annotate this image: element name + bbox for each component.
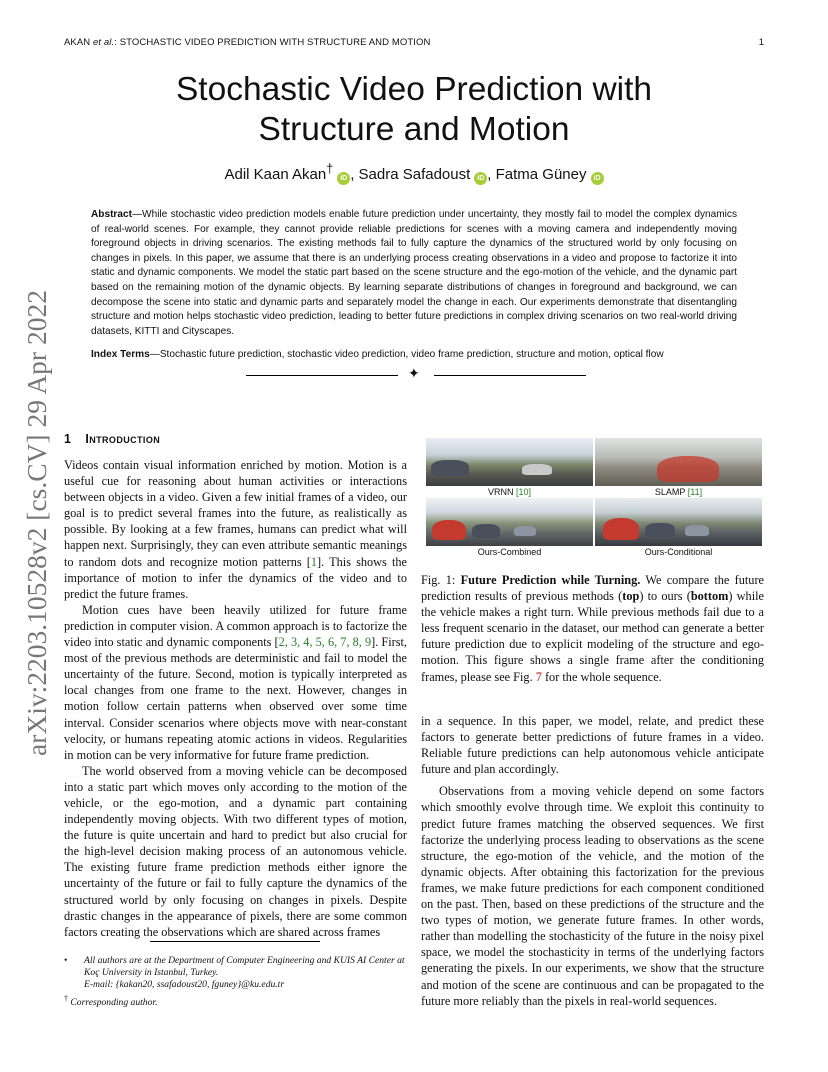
right-column xyxy=(421,713,764,1009)
paragraph: Observations from a moving vehicle depend on some factors which smoothly evolve through time. We exploit this continuity to predict future frames matching the observed sequences. We first factorize the underlying process leading to observations as the scene structure, the ego-motion of the vehicle, and the motion of the dynamic objects. After obtaining this factorization for the previous frames, we make future predictions for each component conditioned on the past. Then, based on these predictions of the structure and the two types of motion, we generate future frames. In other words, rather than modelling the stochasticity of the future in the noisy pixel space, we model the stochasticity in terms of the underlying factors generating the pixels. In our experiments, we show that the structure and motion of the scene are continuous and can be propagated to the future more reliably than the pixels in real-world sequences. xyxy=(421,784,764,1008)
orcid-icon[interactable]: iD xyxy=(474,172,487,185)
author-list: Adil Kaan Akan†iD , Sadra Safadoust iD , Fatma Güney iD xyxy=(150,162,678,185)
figure-caption: Fig. 1: Future Prediction while Turning. We compare the future prediction results of previous methods (top) to ours (bottom) while the vehicle makes a right turn. While previous methods fail due to a less frequent scenario in the dataset, our method can generate a better future prediction due to explicit modeling of the structure and ego-motion. This figure shows a single frame after the conditioning frames, please see Fig. 7 for the whole sequence. xyxy=(421,573,764,684)
orcid-icon[interactable]: iD xyxy=(337,172,350,185)
ours-conditional-prediction-image xyxy=(595,498,762,546)
corresponding-author-footnote: † Corresponding author. xyxy=(64,994,158,1009)
abstract: Abstract—While stochastic video prediction models enable future prediction under uncertainty, they mostly fail to model the complex dynamics of real-world scenes. For example, they cannot provide reliable predictions for scenes with a moving camera and independently moving foreground objects in driving scenarios. The existing methods fail to fully capture the dynamics of the structured world by only focusing on changes in pixels. In this paper, we assume that there is an underlying process creating observations in a video and propose to factorize it into static and dynamic components. We model the static part based on the scene structure and the ego-motion of the vehicle, and the dynamic part based on the remaining motion of the dynamic objects. By learning separate distributions of changes in foreground and background, we can decompose the scene into static and dynamic parts and separately model the change in each. Our experiments demonstrate that disentangling structure and motion helps stochastic video prediction, leading to better future predictions in complex driving scenarios on two real-world driving datasets, KITTI and Cityscapes. xyxy=(91,209,737,337)
author-name: , Fatma Güney xyxy=(487,166,587,183)
section-heading: 1 Introduction xyxy=(64,432,161,446)
arxiv-stamp: arXiv:2203.10528v2 [cs.CV] 29 Apr 2022 xyxy=(21,290,52,756)
figure-1 xyxy=(426,438,762,562)
figure-label-ours-combined: Ours-Combined xyxy=(477,547,542,557)
paper-title: Stochastic Video Prediction with Structure and Motion xyxy=(175,71,653,148)
slamp-prediction-image xyxy=(595,438,762,486)
citation-link[interactable]: 1 xyxy=(310,554,318,569)
index-terms: Index Terms—Stochastic future prediction, stochastic video prediction, video frame prediction, structure and motion, optical flow xyxy=(91,349,664,360)
paragraph: in a sequence. In this paper, we model, relate, and predict these factors to generate better predictions of future frames in a video. Reliable future predictions can help autonomous vehicle anticipate future and plan accordingly. xyxy=(421,714,764,777)
footnote-rule xyxy=(150,941,320,942)
author-name: , Sadra Safadoust xyxy=(350,166,471,183)
figure-label-vrnn: VRNN [10] xyxy=(487,487,532,497)
citation-link[interactable]: 10 xyxy=(518,487,529,497)
paragraph: The world observed from a moving vehicle can be decomposed into a static part which moves only according to the motion of the vehicle, or the ego-motion, and a dynamic part containing independently moving objects. With two different types of motion, the future is quite uncertain and hard to predict but also crucial for the high-level decision making process of an autonomous vehicle. The existing future frame prediction methods either ignore the uncertainty of the future or fail to fully capture the dynamics of the structured world by only focusing on changes in pixels. Despite drastic changes in the appearance of pixels, there are some common factors creating the observations which are shared across frames xyxy=(64,763,407,939)
left-column xyxy=(64,457,407,940)
running-header: AKAN et al.: STOCHASTIC VIDEO PREDICTION WITH STRUCTURE AND MOTION xyxy=(64,37,431,48)
ours-combined-prediction-image xyxy=(426,498,593,546)
figure-reference-link[interactable]: 7 xyxy=(535,669,542,684)
paragraph: Videos contain visual information enriched by motion. Motion is a useful cue for reasoning about human activities or interactions between objects in a video. Given a few initial frames of a video, our goal is to predict several frames into the future, as realistically as possible. By looking at a few frames, humans can predict what will happen next. Surprisingly, they can even attribute semantic meanings to random dots and recognize motion patterns [1]. This shows the importance of motion to infer the dynamics of the video and to predict the future frames. xyxy=(64,458,407,601)
paragraph: Motion cues have been heavily utilized for future frame prediction in computer vision. A common approach is to factorize the video into static and dynamic components [2, 3, 4, 5, 6, 7, 8, 9]. First, most of the previous methods are deterministic and fail to model the uncertainty of the future. Second, motion is typically interpreted as local changes from one frame to the next. However, changes in motion follow certain patterns when observed over some time interval. Consider scenarios where objects move with near-constant velocity, or humans repeating atomic actions in videos. Regularities in motion can be very informative for future frame prediction. xyxy=(64,602,407,762)
figure-label-ours-conditional: Ours-Conditional xyxy=(644,547,713,557)
section-divider xyxy=(246,368,586,382)
section-title: Introduction xyxy=(85,432,161,446)
orcid-icon[interactable]: iD xyxy=(591,172,604,185)
affiliation-footnote: • All authors are at the Department of Computer Engineering and KUIS AI Center at Koç University in Istanbul, Turkey. E-mail: {kakan20, ssafadoust20, fguney}@ku.edu.tr xyxy=(64,955,405,991)
citation-link[interactable]: 11 xyxy=(690,487,700,497)
vrnn-prediction-image xyxy=(426,438,593,486)
diamond-icon: ✦ xyxy=(408,367,420,382)
page-number: 1 xyxy=(758,37,764,48)
figure-label-slamp: SLAMP [11] xyxy=(654,487,703,497)
author-name: Adil Kaan Akan xyxy=(224,166,327,183)
citation-link[interactable]: 2, 3, 4, 5, 6, 7, 8, 9 xyxy=(278,635,372,650)
